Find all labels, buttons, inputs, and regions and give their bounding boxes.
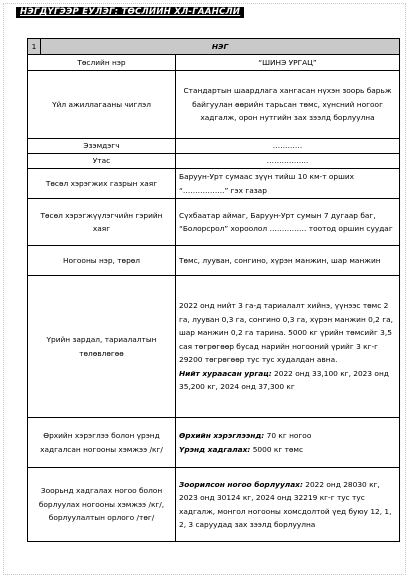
row-label: Төсөл хэрэгжүүлэгчийн гэрийн хаяг — [28, 199, 176, 246]
harvest-label: Нийт хураасан ургац: — [179, 368, 272, 378]
section-number: 1 — [28, 39, 41, 55]
table-row-storage-sales — [28, 468, 400, 542]
row-label: Төсөл хэрэгжих газрын хаяг — [28, 169, 176, 199]
row-value — [176, 468, 400, 542]
row-value: “ШИНЭ УРГАЦ” — [176, 55, 400, 71]
row-value — [176, 276, 400, 418]
section-header-row — [28, 39, 400, 55]
storage-label: Зоорилсон ногоо борлуулах: — [179, 479, 303, 489]
row-label: Үрийн зардал, тариалалтын төлөвлөгөө — [28, 276, 176, 418]
row-label: Зоорьнд хадгалах ногоо болон борлуулах ногооны хэмжээ /кг/, борлуулалтын орлого /төг/ — [28, 468, 176, 542]
row-label: Өрхийн хэрэглээ болон үрэнд хадгалсан ногооны хэмжээ /кг/ — [28, 418, 176, 468]
document-header: НЭГДҮГЭЭР ЕУЛЭГ: ТӨСЛИЙН ХЛ-ГААНСЛЙ — [16, 7, 244, 18]
row-label: Ногооны нэр, төрөл — [28, 246, 176, 276]
table-row-activity — [28, 71, 400, 139]
project-info-table — [27, 38, 400, 542]
table-row-household-seed — [28, 418, 400, 468]
row-value: ………… — [176, 139, 400, 154]
harvest-line — [179, 367, 396, 394]
section-title: НЭГ — [41, 39, 400, 55]
seed-plan-text: 2022 онд нийт 3 га-д тариалалт хийнэ, үүнээс төмс 2 га, лууван 0,3 га, сонгино 0,3 га, хүрэн манжин 0,2 га, шар манжин 0,2 га тарина. 5000 кг үрийн төмсийг 3,5 сая төгрөгөөр бусад нарийн ногооний үрийг 3 кг-г 29200 төгрөгөөр тус тус худалдан авна. — [179, 301, 394, 365]
storage-value: 2022 онд 28030 кг, 2023 онд 30124 кг, 2024 онд 32219 кг-г тус тус хадгалж, монгол ногооны хомсдолтой үед буюу 12, 1, 2, 3 саруудад зах зээлд борлуулна — [179, 479, 392, 529]
table-row-vegetable-types — [28, 246, 400, 276]
harvest-value: 2022 онд 33,100 кг, 2023 онд 35,200 кг, 2024 онд 37,300 кг — [179, 368, 389, 392]
row-value: Төмс, лууван, сонгино, хүрэн манжин, шар манжин — [176, 246, 400, 276]
table-row-phone — [28, 154, 400, 169]
table-row-seed-cost — [28, 276, 400, 418]
household-line — [179, 429, 396, 443]
row-label: Утас — [28, 154, 176, 169]
table-row-project-address — [28, 169, 400, 199]
row-value: Баруун-Урт сумаас зүүн тийш 10 км-т орших “……………..” гэх газар — [176, 169, 400, 199]
row-label: Үйл ажиллагааны чиглэл — [28, 71, 176, 139]
household-label: Өрхийн хэрэглээнд: — [179, 431, 265, 440]
seed-value: 5000 кг төмс — [250, 444, 304, 454]
row-label: Эзэмдэгч — [28, 139, 176, 154]
row-value: …………….. — [176, 154, 400, 169]
table-row-home-address — [28, 199, 400, 246]
row-label: Төслийн нэр — [28, 55, 176, 71]
table-row-owner — [28, 139, 400, 154]
seed-label: Үрэнд хадгалах: — [179, 444, 251, 454]
row-value — [176, 418, 400, 468]
household-value: 70 кг ногоо — [264, 431, 312, 440]
table-row-project-name — [28, 55, 400, 71]
seed-line — [179, 443, 396, 457]
row-value: Стандартын шаардлага хангасан нүхэн зоорь барьж байгуулан өөрийн тарьсан төмс, хүнсний ногоог хадгалж, орон нутгийн зах зээлд борлуулна — [176, 71, 400, 139]
row-value: Сүхбаатар аймаг, Баруун-Урт сумын 7 дугаар баг, “Болорсрол” хороолол …………… тоотод оршин суудаг — [176, 199, 400, 246]
